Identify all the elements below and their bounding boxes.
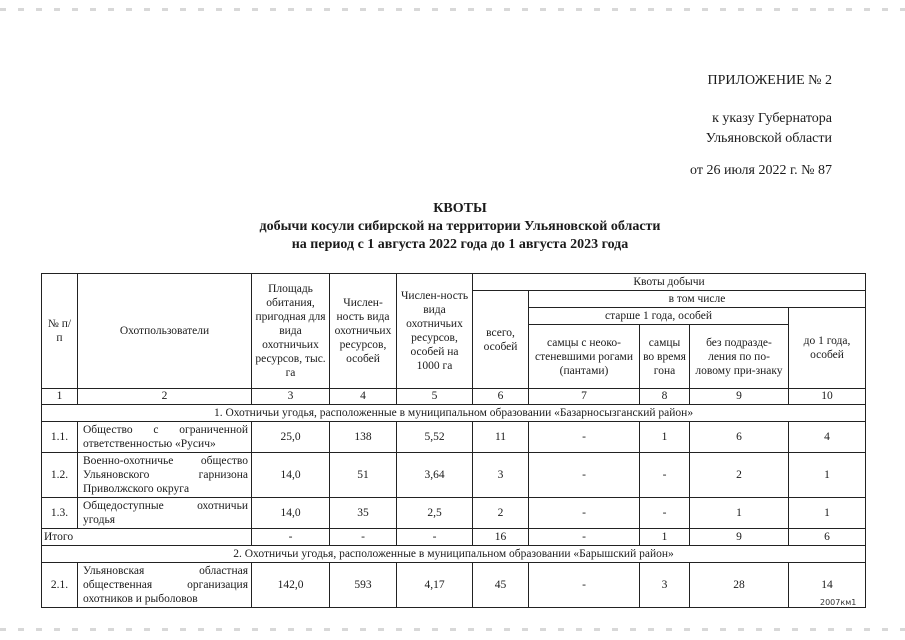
row-num: 2.1.	[42, 563, 78, 608]
row-rut: 1	[640, 422, 690, 453]
row-males: -	[529, 453, 640, 498]
row-count: 35	[330, 498, 397, 529]
section-heading: 1. Охотничьи угодья, расположенные в муниципальном образовании «Базарносызганский район»	[42, 405, 866, 422]
row-males: -	[529, 498, 640, 529]
header-area: Площадь обитания, пригодная для вида охотничьих ресурсов, тыс. га	[252, 274, 330, 389]
total-density: -	[397, 529, 473, 546]
row-no-sex: 2	[690, 453, 789, 498]
appendix-region: Ульяновской области	[705, 131, 832, 146]
total-area: -	[252, 529, 330, 546]
header-young: до 1 года, особей	[789, 308, 866, 389]
col-number: 3	[252, 389, 330, 405]
document-subtitle-1: добычи косули сибирской на территории Ульяновской области	[259, 219, 661, 234]
row-count: 51	[330, 453, 397, 498]
row-name: Ульяновская областная общественная организация охотников и рыболовов	[78, 563, 252, 608]
total-rut: 1	[640, 529, 690, 546]
table-row	[42, 453, 866, 498]
row-total: 45	[473, 563, 529, 608]
row-area: 25,0	[252, 422, 330, 453]
col-number: 8	[640, 389, 690, 405]
header-users: Охотпользователи	[78, 274, 252, 389]
row-no-sex: 28	[690, 563, 789, 608]
table-row	[42, 498, 866, 529]
row-count: 138	[330, 422, 397, 453]
col-number: 1	[42, 389, 78, 405]
col-number: 10	[789, 389, 866, 405]
col-number: 9	[690, 389, 789, 405]
header-older: старше 1 года, особей	[529, 308, 789, 325]
row-total: 2	[473, 498, 529, 529]
header-males: самцы с неоко-стеневшими рогами (пантами)	[529, 325, 640, 389]
header-num: № п/п	[42, 274, 78, 389]
appendix-title: ПРИЛОЖЕНИЕ № 2	[707, 73, 832, 88]
row-num: 1.2.	[42, 453, 78, 498]
table-row	[42, 422, 866, 453]
quota-table	[41, 273, 866, 608]
row-young: 1	[789, 453, 866, 498]
document-subtitle-2: на период с 1 августа 2022 года до 1 августа 2023 года	[291, 237, 629, 252]
row-count: 593	[330, 563, 397, 608]
row-density: 2,5	[397, 498, 473, 529]
row-total: 11	[473, 422, 529, 453]
header-count: Числен-ность вида охотничьих ресурсов, особей	[330, 274, 397, 389]
row-name: Общество с ограниченной ответственностью «Русич»	[78, 422, 252, 453]
row-rut: -	[640, 498, 690, 529]
header-quota: Квоты добычи	[473, 274, 866, 291]
row-area: 14,0	[252, 453, 330, 498]
total-males: -	[529, 529, 640, 546]
row-name: Военно-охотничье общество Ульяновского гарнизона Приволжского округа	[78, 453, 252, 498]
document-title: КВОТЫ	[433, 201, 487, 216]
footer-code: 2007км1	[820, 598, 857, 607]
row-density: 5,52	[397, 422, 473, 453]
appendix-decree: к указу Губернатора	[712, 111, 832, 126]
total-no-sex: 9	[690, 529, 789, 546]
row-total: 3	[473, 453, 529, 498]
header-no-sex: без подразде-ления по по-ловому при-знаку	[690, 325, 789, 389]
row-num: 1.1.	[42, 422, 78, 453]
table-row	[42, 563, 866, 608]
section-heading: 2. Охотничьи угодья, расположенные в муниципальном образовании «Барышский район»	[42, 546, 866, 563]
col-number: 6	[473, 389, 529, 405]
total-label: Итого	[42, 529, 252, 546]
total-count: -	[330, 529, 397, 546]
col-number: 5	[397, 389, 473, 405]
scan-edge-bottom	[0, 628, 905, 631]
col-number: 7	[529, 389, 640, 405]
col-number: 2	[78, 389, 252, 405]
row-density: 3,64	[397, 453, 473, 498]
row-area: 14,0	[252, 498, 330, 529]
row-males: -	[529, 563, 640, 608]
row-density: 4,17	[397, 563, 473, 608]
row-young: 1	[789, 498, 866, 529]
header-rut: самцы во время гона	[640, 325, 690, 389]
row-rut: 3	[640, 563, 690, 608]
total-row	[42, 529, 866, 546]
row-area: 142,0	[252, 563, 330, 608]
header-including: в том числе	[529, 291, 866, 308]
col-number: 4	[330, 389, 397, 405]
row-no-sex: 6	[690, 422, 789, 453]
total-young: 6	[789, 529, 866, 546]
header-density: Числен-ность вида охотничьих ресурсов, особей на 1000 га	[397, 274, 473, 389]
header-total: всего, особей	[473, 291, 529, 389]
scan-edge-top	[0, 8, 905, 11]
row-num: 1.3.	[42, 498, 78, 529]
row-name: Общедоступные охотничьи угодья	[78, 498, 252, 529]
row-males: -	[529, 422, 640, 453]
row-young: 14	[789, 563, 866, 608]
appendix-date: от 26 июля 2022 г. № 87	[690, 163, 832, 178]
row-no-sex: 1	[690, 498, 789, 529]
total-total: 16	[473, 529, 529, 546]
row-rut: -	[640, 453, 690, 498]
row-young: 4	[789, 422, 866, 453]
